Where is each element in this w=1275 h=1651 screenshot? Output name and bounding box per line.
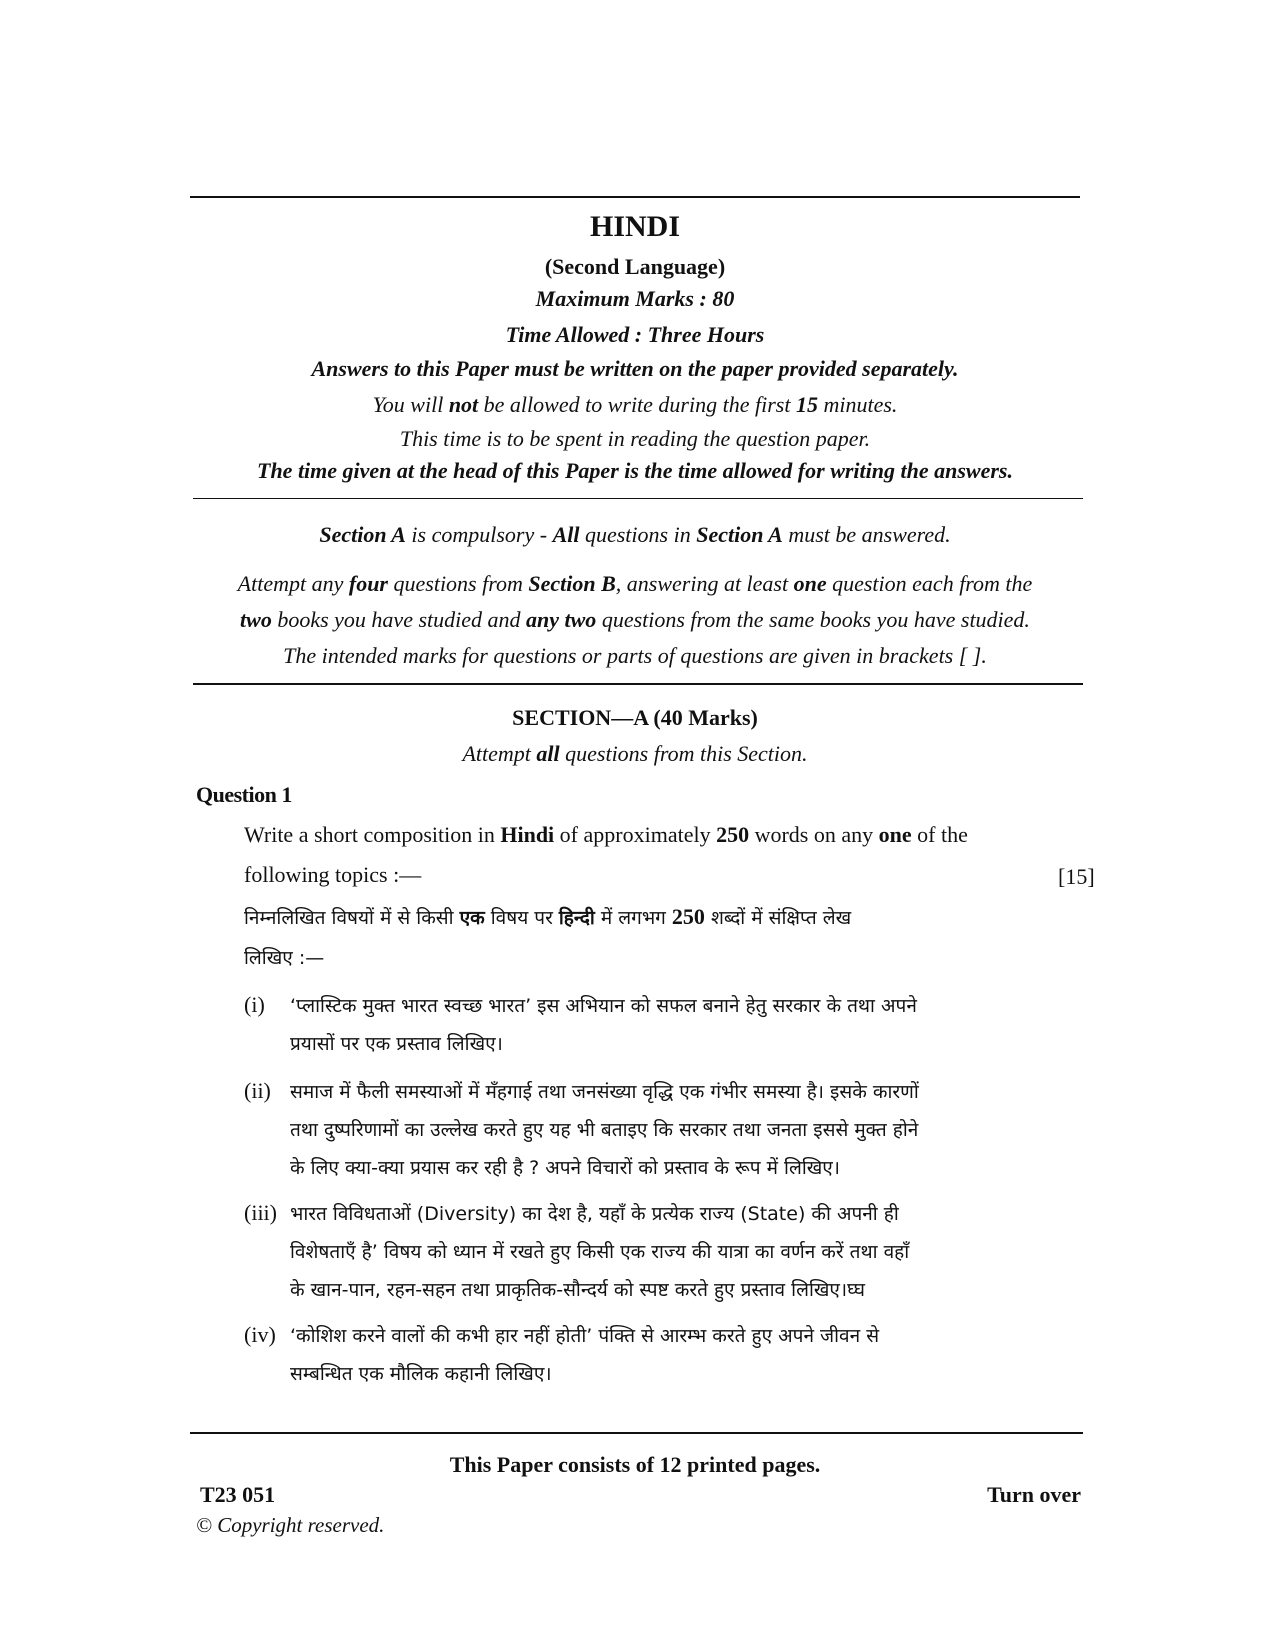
time-given-note: The time given at the head of this Paper is the time allowed for writing the answers. (257, 458, 1013, 483)
topic-i-line-2: प्रयासों पर एक प्रस्ताव लिखिए। (290, 1033, 503, 1055)
instructions-rule (193, 683, 1083, 685)
question-1-label: Question 1 (196, 782, 292, 807)
copyright-notice: © Copyright reserved. (196, 1513, 385, 1537)
header-rule (193, 498, 1083, 499)
question-1-english-line-2: following topics :— (244, 862, 422, 887)
section-a-heading: SECTION—A (40 Marks) (512, 705, 758, 730)
reading-time-note: This time is to be spent in reading the question paper. (399, 426, 871, 451)
topic-iii-line-1: भारत विविधताओं (Diversity) का देश है, यहाँ के प्रत्येक राज्य (State) की अपनी ही (290, 1203, 899, 1225)
topic-i-number: (i) (244, 992, 265, 1017)
pages-count-note: This Paper consists of 12 printed pages. (449, 1452, 821, 1477)
instruction-line-3: two books you have studied and any two questions from the same books you have studied. (240, 607, 1030, 632)
topic-iv-number: (iv) (244, 1322, 276, 1347)
writing-restriction: You will not be allowed to write during the first 15 minutes. (372, 392, 898, 417)
topic-ii-number: (ii) (244, 1078, 271, 1103)
paper-title: HINDI (589, 210, 680, 243)
topic-ii-line-3: के लिए क्या-क्या प्रयास कर रही है ? अपने विचारों को प्रस्ताव के रूप में लिखिए। (290, 1157, 841, 1179)
topic-iii-line-2: विशेषताएँ है’ विषय को ध्यान में रखते हुए किसी एक राज्य की यात्रा का वर्णन करें तथा वहाँ (290, 1241, 910, 1263)
topic-iv-line-2: सम्बन्धित एक मौलिक कहानी लिखिए। (290, 1363, 552, 1385)
paper-code: T23 051 (200, 1482, 276, 1507)
instruction-line-4: The intended marks for questions or parts of questions are given in brackets [ ]. (283, 643, 987, 668)
question-1-hindi-line-1: निम्नलिखित विषयों में से किसी एक विषय पर हिन्दी में लगभग 250 शब्दों में संक्षिप्त लेख (244, 904, 852, 929)
question-1-english-line-1: Write a short composition in Hindi of approximately 250 words on any one of the (244, 822, 968, 847)
top-rule (190, 196, 1080, 198)
max-marks: Maximum Marks : 80 (535, 286, 735, 311)
instruction-line-2: Attempt any four questions from Section B, answering at least one question each from the (237, 571, 1033, 596)
topic-ii-line-2: तथा दुष्परिणामों का उल्लेख करते हुए यह भी बताइए कि सरकार तथा जनता इससे मुक्त होने (290, 1119, 919, 1141)
topic-iv-line-1: ‘कोशिश करने वालों की कभी हार नहीं होती’ पंक्ति से आरम्भ करते हुए अपने जीवन से (290, 1325, 880, 1347)
topic-iii-line-3: के खान-पान, रहन-सहन तथा प्राकृतिक-सौन्दर्य को स्पष्ट करते हुए प्रस्ताव लिखिए।घ्घ (290, 1279, 866, 1301)
topic-i-line-1: ‘प्लास्टिक मुक्त भारत स्वच्छ भारत’ इस अभियान को सफल बनाने हेतु सरकार के तथा अपने (290, 995, 917, 1017)
footer-rule (190, 1432, 1083, 1434)
topic-ii-line-1: समाज में फैली समस्याओं में मँहगाई तथा जनसंख्या वृद्धि एक गंभीर समस्या है। इसके कारणों (290, 1081, 919, 1103)
time-allowed: Time Allowed : Three Hours (505, 322, 765, 347)
instruction-line-1: Section A is compulsory - All questions in Section A must be answered. (319, 522, 951, 547)
topic-iii-number: (iii) (244, 1200, 277, 1225)
turn-over-label: Turn over (987, 1482, 1081, 1507)
paper-subtitle: (Second Language) (544, 254, 726, 279)
question-1-marks: [15] (1058, 864, 1095, 889)
section-a-attempt-note: Attempt all questions from this Section. (462, 741, 808, 766)
answers-note: Answers to this Paper must be written on the paper provided separately. (311, 356, 959, 381)
question-1-hindi-line-2: लिखिए :— (244, 947, 325, 969)
